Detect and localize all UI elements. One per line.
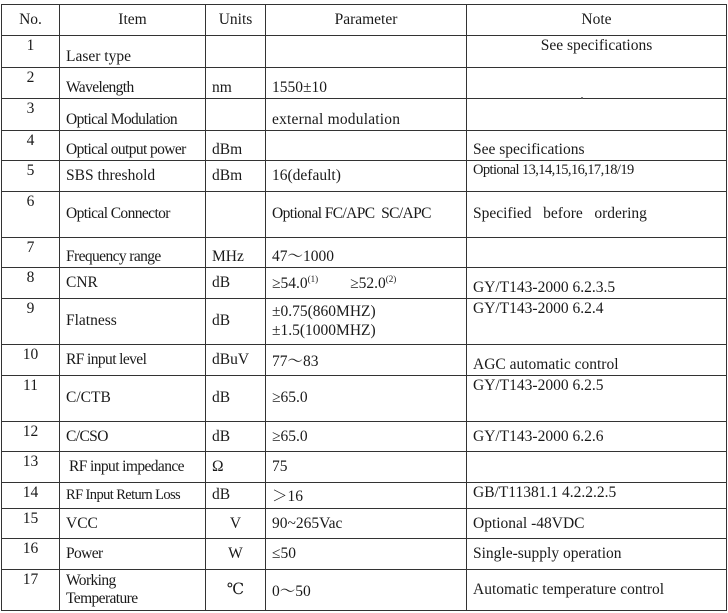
row-param: Optional FC/APC SC/APC xyxy=(266,191,467,237)
row-param: 75 xyxy=(266,452,467,482)
table-row xyxy=(2,67,727,99)
row-param: 77～83 xyxy=(266,345,467,375)
table-row xyxy=(2,130,727,160)
row-unit: dB xyxy=(206,375,266,421)
row-no: 7 xyxy=(2,237,60,267)
row-unit: Ω xyxy=(206,452,266,482)
table-row xyxy=(2,421,727,451)
row-no: 13 xyxy=(2,452,60,482)
table-row xyxy=(2,452,727,482)
row-item: C/CTB xyxy=(60,375,206,421)
header-parameter: Parameter xyxy=(266,5,467,36)
table-row xyxy=(2,482,727,508)
row-note: GB/T11381.1 4.2.2.2.5 xyxy=(467,482,727,508)
row-no: 6 xyxy=(2,191,60,237)
row-no: 16 xyxy=(2,539,60,569)
row-no: 8 xyxy=(2,268,60,298)
row-no: 17 xyxy=(2,569,60,610)
row-note: AGC automatic control xyxy=(467,345,727,375)
row-note: Automatic temperature control xyxy=(467,569,727,610)
row-unit: W xyxy=(206,539,266,569)
row-unit: dB xyxy=(206,482,266,508)
row-no: 11 xyxy=(2,375,60,421)
row-item: Power xyxy=(60,539,206,569)
cnr-value-2: ≥52.0 xyxy=(350,274,386,292)
row-item: SBS threshold xyxy=(60,161,206,191)
cnr-footnote-2: (2) xyxy=(385,273,397,284)
row-item: Optical Modulation xyxy=(60,99,206,131)
row-note: Optional -48VDC xyxy=(467,509,727,539)
header-units: Units xyxy=(206,5,266,36)
row-item: RF Input Return Loss xyxy=(60,482,206,508)
row-note xyxy=(467,67,727,99)
row-unit xyxy=(206,99,266,131)
row-unit xyxy=(206,191,266,237)
row-item: RF input level xyxy=(60,345,206,375)
row-no: 15 xyxy=(2,509,60,539)
row-no: 14 xyxy=(2,482,60,508)
row-note: GY/T143-2000 6.2.6 xyxy=(467,421,727,451)
row-no: 10 xyxy=(2,345,60,375)
row-note: GY/T143-2000 6.2.5 xyxy=(467,375,727,421)
row-note xyxy=(467,99,727,131)
item-line-2: Temperature xyxy=(66,589,138,607)
row-param xyxy=(266,268,467,298)
row-unit: nm xyxy=(206,67,266,99)
table-row xyxy=(2,99,727,131)
row-item: Flatness xyxy=(60,298,206,344)
row-note: See specifications xyxy=(467,130,727,160)
row-item: Optical Connector xyxy=(60,191,206,237)
row-item: Frequency range xyxy=(60,237,206,267)
row-no: 1 xyxy=(2,36,60,68)
row-unit: dB xyxy=(206,298,266,344)
row-unit: dB xyxy=(206,268,266,298)
row-param: ＞16 xyxy=(266,482,467,508)
table-row xyxy=(2,36,727,68)
row-note: Specified before ordering xyxy=(467,191,727,237)
table-row xyxy=(2,161,727,191)
table-row xyxy=(2,268,727,298)
row-param xyxy=(266,130,467,160)
table-row xyxy=(2,298,727,344)
row-note: Single-supply operation xyxy=(467,539,727,569)
row-note: See specifications xyxy=(467,36,727,68)
row-param: 47～1000 xyxy=(266,237,467,267)
row-unit: dBm xyxy=(206,161,266,191)
row-no: 4 xyxy=(2,130,60,160)
row-param: ≥65.0 xyxy=(266,421,467,451)
row-no: 3 xyxy=(2,99,60,131)
row-unit: ℃ xyxy=(206,569,266,610)
row-param: ≥65.0 xyxy=(266,375,467,421)
row-unit: dB xyxy=(206,421,266,451)
flatness-line-2: ±1.5(1000MHZ) xyxy=(272,322,376,340)
row-note xyxy=(467,237,727,267)
row-param: 1550±10 xyxy=(266,67,467,99)
row-no: 9 xyxy=(2,298,60,344)
row-item: Laser type xyxy=(60,36,206,68)
row-param xyxy=(266,36,467,68)
row-item xyxy=(60,569,206,610)
table-row xyxy=(2,191,727,237)
row-no: 5 xyxy=(2,161,60,191)
scan-speck xyxy=(581,97,583,99)
row-unit: MHz xyxy=(206,237,266,267)
row-param xyxy=(266,298,467,344)
table-row xyxy=(2,345,727,375)
table-row xyxy=(2,539,727,569)
table-row xyxy=(2,375,727,421)
row-param: 90~265Vac xyxy=(266,509,467,539)
flatness-line-1: ±0.75(860MHZ) xyxy=(272,303,376,321)
row-note: GY/T143-2000 6.2.3.5 xyxy=(467,268,727,298)
row-note xyxy=(467,452,727,482)
table-row xyxy=(2,509,727,539)
row-note: Optional 13,14,15,16,17,18/19 xyxy=(467,161,727,191)
table-row xyxy=(2,569,727,610)
row-item: Wavelength xyxy=(60,67,206,99)
row-item: Optical output power xyxy=(60,130,206,160)
row-param: 16(default) xyxy=(266,161,467,191)
row-item: RF input impedance xyxy=(60,452,206,482)
table-row xyxy=(2,237,727,267)
row-item: VCC xyxy=(60,509,206,539)
header-row xyxy=(2,5,727,36)
spec-table xyxy=(1,4,727,611)
header-item: Item xyxy=(60,5,206,36)
row-unit: dBuV xyxy=(206,345,266,375)
row-param: external modulation xyxy=(266,99,467,131)
row-unit: dBm xyxy=(206,130,266,160)
row-no: 12 xyxy=(2,421,60,451)
row-item: CNR xyxy=(60,268,206,298)
header-note: Note xyxy=(467,5,727,36)
row-no: 2 xyxy=(2,67,60,99)
header-no: No. xyxy=(2,5,60,36)
cnr-value-1: ≥54.0 xyxy=(272,274,308,292)
row-param: ≤50 xyxy=(266,539,467,569)
row-item: C/CSO xyxy=(60,421,206,451)
cnr-footnote-1: (1) xyxy=(307,273,319,284)
row-unit xyxy=(206,36,266,68)
row-unit: V xyxy=(206,509,266,539)
item-line-1: Working xyxy=(66,571,116,589)
row-note: GY/T143-2000 6.2.4 xyxy=(467,298,727,344)
row-param: 0～50 xyxy=(266,569,467,610)
